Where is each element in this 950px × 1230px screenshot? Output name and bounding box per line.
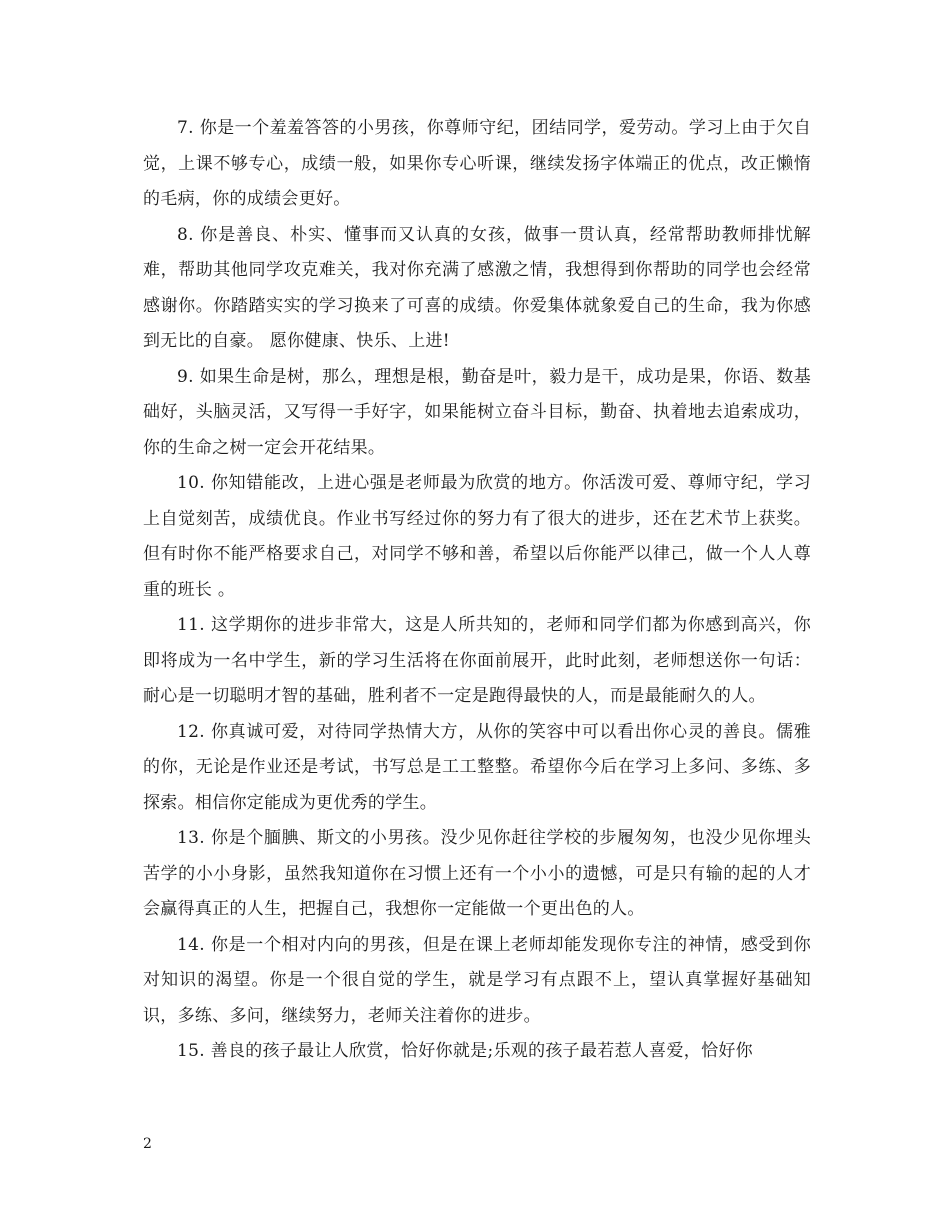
page-number: 2 bbox=[143, 1136, 152, 1152]
comment-paragraph-14: 14. 你是一个相对内向的男孩，但是在课上老师却能发现你专注的神情，感受到你对知识的渴望。你是一个很自觉的学生，就是学习有点跟不上，望认真掌握好基础知识，多练、多问，继续努力，老师关注着你的进步。 bbox=[143, 934, 811, 1026]
comment-paragraph-15: 15. 善良的孩子最让人欣赏，恰好你就是;乐观的孩子最若惹人喜爱，恰好你 bbox=[177, 1041, 753, 1061]
comment-paragraph-7: 7. 你是一个羞羞答答的小男孩，你尊师守纪，团结同学，爱劳动。学习上由于欠自觉，上课不够专心，成绩一般，如果你专心听课，继续发扬字体端正的优点，改正懒惰的毛病，你的成绩会更好。 bbox=[143, 118, 811, 209]
comment-paragraph-12: 12. 你真诚可爱，对待同学热情大方，从你的笑容中可以看出你心灵的善良。儒雅的你，无论是作业还是考试，书写总是工工整整。希望你今后在学习上多问、多练、多探索。相信你定能成为更优秀的学生。 bbox=[143, 721, 811, 813]
document-body bbox=[143, 111, 811, 1070]
comment-paragraph-9: 9. 如果生命是树，那么，理想是根，勤奋是叶，毅力是干，成功是果，你语、数基础好，头脑灵活，又写得一手好字，如果能树立奋斗目标，勤奋、执着地去追索成功，你的生命之树一定会开花结果。 bbox=[143, 366, 811, 458]
comment-paragraph-10: 10. 你知错能改，上进心强是老师最为欣赏的地方。你活泼可爱、尊师守纪，学习上自觉刻苦，成绩优良。作业书写经过你的努力有了很大的进步，还在艺术节上获奖。但有时你不能严格要求自己，对同学不够和善，希望以后你能严以律己，做一个人人尊重的班长 。 bbox=[143, 473, 811, 600]
comment-paragraph-8: 8. 你是善良、朴实、懂事而又认真的女孩，做事一贯认真，经常帮助教师排忧解难，帮助其他同学攻克难关，我对你充满了感激之情，我想得到你帮助的同学也会经常感谢你。你踏踏实实的学习换来了可喜的成绩。你爱集体就象爱自己的生命，我为你感到无比的自豪。 愿你健康、快乐、上进! bbox=[143, 224, 811, 351]
comment-paragraph-11: 11. 这学期你的进步非常大，这是人所共知的，老师和同学们都为你感到高兴，你即将成为一名中学生，新的学习生活将在你面前展开，此时此刻，老师想送你一句话：耐心是一切聪明才智的基础，胜利者不一定是跑得最快的人，而是最能耐久的人。 bbox=[143, 615, 811, 706]
comment-paragraph-13: 13. 你是个腼腆、斯文的小男孩。没少见你赶往学校的步履匆匆，也没少见你埋头苦学的小小身影，虽然我知道你在习惯上还有一个小小的遗憾，可是只有输的起的人才会赢得真正的人生，把握自己，我想你一定能做一个更出色的人。 bbox=[143, 828, 811, 919]
